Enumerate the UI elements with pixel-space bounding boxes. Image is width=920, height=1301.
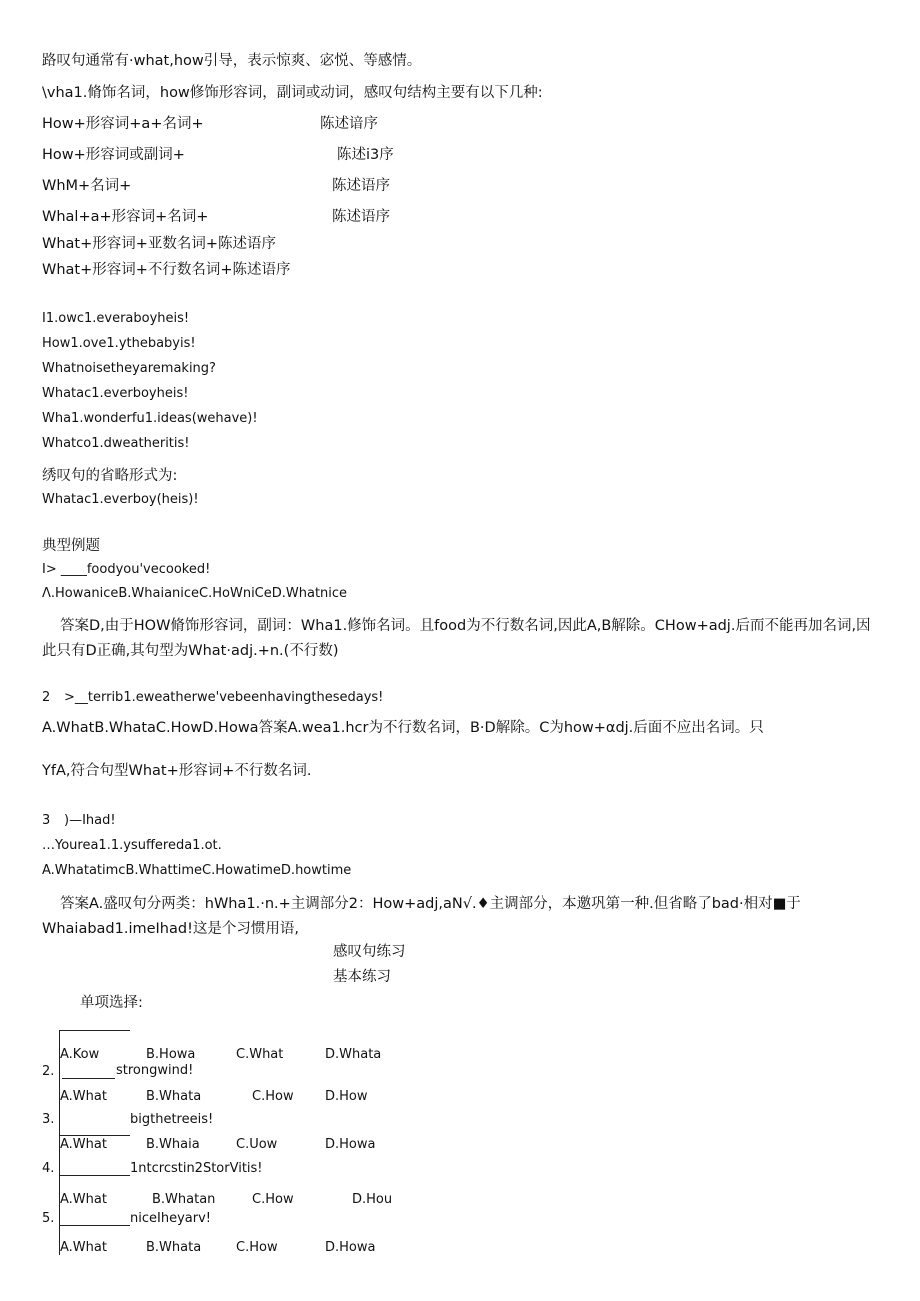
item-2-option-d: D.How [325,1089,368,1104]
item-2-stem: strongwind! [116,1063,194,1078]
item-3-stem: bigthetreeis! [130,1112,214,1127]
intro-line-2: \vha1.脩饰名词，how修饰形容词，副词或动词，感叹句结构主要有以下几种: [42,85,543,101]
example-4: Whatac1.everboyheis! [42,386,189,401]
q2-line-2: YfA,符合句型What+形容词+不行数名词. [42,763,312,779]
answer-blank-1 [60,1030,130,1031]
q3-options: A.WhatatimcB.WhattimeC.HowatimeD.howtime [42,863,352,878]
example-2: How1.ove1.ythebabyis! [42,336,196,351]
item-3-number: 3. [42,1112,55,1127]
item-5-option-a: A.What [60,1240,107,1255]
item-4-option-a: A.What [60,1192,107,1207]
item-1-option-b: B.Howa [146,1047,196,1062]
item-4-number: 4. [42,1161,55,1176]
practice-title: 感叹句练习 [333,944,406,960]
item-1-option-a: A.Kow [60,1047,100,1062]
q3-answer: 答案A.盛叹句分两类：hWha1.·n.+主调部分2：How+adj,aN√.♦主调部分，本邀巩第一种.但省略了bad·相对■于Whaiabad1.imeIhad!这是个习惯用语, [42,896,801,937]
item-2-option-b: B.Whata [146,1089,202,1104]
item-3-option-d: D.Howa [325,1137,376,1152]
item-3-option-a: A.What [60,1137,107,1152]
q1-answer: 答案D,由于HOW脩饰形容词，副词：Wha1.修饰名词。且food为不行数名词,因此A,B解除。CHow+adj.后而不能再加名词,因此只有D正确,其句型为What·adj.+n.(不行数) [42,618,871,659]
item-4-stem: 1ntcrcstin2StorVitis! [130,1161,263,1176]
q1-options: Λ.HowaniceB.WhaianiceC.HoWniCeD.Whatnice [42,586,348,601]
q3-line: …Yourea1.1.ysuffereda1.ot. [42,838,222,853]
answer-blank-2 [62,1078,115,1079]
item-3-option-b: B.Whaia [146,1137,200,1152]
pattern-6: What+形容词+不行数名词+陈述语序 [42,262,291,278]
item-4-option-b: B.Whatan [152,1192,216,1207]
item-5-option-c: C.How [236,1240,278,1255]
pattern-3-left: WhM+名词+ [42,178,132,194]
answer-blank-4 [60,1175,130,1176]
example-1: I1.owc1.everaboyheis! [42,311,190,326]
pattern-2-right: 陈述i3序 [337,147,394,163]
answer-blank-3 [60,1135,130,1136]
answer-blank-5 [60,1225,130,1226]
example-6: Whatco1.dweatheritis! [42,436,190,451]
q3-stem: )—Ihad! [64,813,116,828]
item-3-option-c: C.Uow [236,1137,278,1152]
item-2-option-c: C.How [252,1089,294,1104]
example-5: Wha1.wonderfu1.ideas(wehave)! [42,411,258,426]
pattern-1-right: 陈述谙序 [320,116,378,132]
q2-stem: >__terrib1.eweatherwe'vebeenhavingthesedays! [64,690,384,705]
item-1-option-d: D.Whata [325,1047,382,1062]
item-5-option-b: B.Whata [146,1240,202,1255]
practice-section: 单项选择: [80,995,143,1011]
pattern-4-right: 陈述语序 [332,209,390,225]
q3-number: 3 [42,813,51,828]
item-5-number: 5. [42,1211,55,1226]
pattern-2-left: How+形容词或副词+ [42,147,185,163]
typical-title: 典型例题 [42,538,100,554]
pattern-1-left: How+形容词+a+名词+ [42,116,204,132]
q1-stem: I> ____foodyou'vecooked! [42,562,211,577]
example-3: Whatnoisetheyaremaking? [42,361,216,376]
q2-line: A.WhatB.WhataC.HowD.Howa答案A.wea1.hcr为不行数名词，B·D解除。C为how+αdj.后面不应出名词。只 [42,720,764,736]
ellipsis-example: Whatac1.everboy(heis)! [42,492,199,507]
pattern-3-right: 陈述语序 [332,178,390,194]
pattern-5: What+形容词+亚数名词+陈述语序 [42,236,277,252]
q2-number: 2 [42,690,51,705]
item-5-stem: niceIheyarv! [130,1211,211,1226]
ellipsis-title: 绣叹句的省略形式为: [42,468,178,484]
pattern-4-left: Whal+a+形容词+名词+ [42,209,209,225]
item-1-option-c: C.What [236,1047,284,1062]
intro-line-1: 路叹句通常有·what,how引导，表示惊爽、宓悦、等感情。 [42,53,422,69]
item-4-option-d: D.Hou [352,1192,393,1207]
item-4-option-c: C.How [252,1192,294,1207]
item-2-option-a: A.What [60,1089,107,1104]
practice-subtitle: 基本练习 [333,969,391,985]
item-5-option-d: D.Howa [325,1240,376,1255]
item-2-number: 2. [42,1064,55,1079]
